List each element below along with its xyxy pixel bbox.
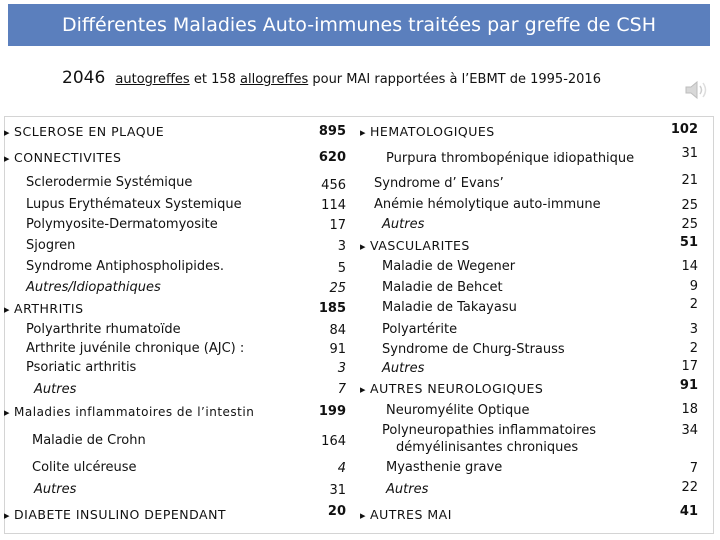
conn-item-value: 5 — [337, 261, 346, 276]
vascu-item-label: Maladie de Behcet — [382, 280, 503, 295]
conn-item-value: 25 — [329, 281, 346, 296]
neuro-item-label: Polyneuropathies inflammatoires — [382, 423, 596, 438]
hemato-item-value: 21 — [681, 173, 698, 188]
vascu-item-value: 2 — [689, 341, 698, 356]
conn-item-value: 114 — [321, 198, 346, 213]
value-diabete: 20 — [327, 504, 346, 519]
arth-item-label: Psoriatic arthritis — [26, 360, 137, 375]
int-item-label: Autres — [34, 482, 77, 497]
subtitle-count: 2046 — [62, 68, 106, 88]
neuro-item-label: Neuromyélite Optique — [386, 403, 530, 418]
vascu-item-label: Autres — [382, 361, 425, 376]
hemato-item-label: Purpura thrombopénique idiopathique — [386, 151, 635, 166]
neuro-item-label: Myasthenie grave — [386, 460, 503, 475]
neuro-item-value: 34 — [681, 423, 698, 438]
conn-item-label: Lupus Erythémateux Systemique — [26, 197, 242, 212]
vascu-item-label: Polyartérite — [382, 322, 458, 337]
header-mai: ▸ AUTRES MAI — [360, 507, 452, 524]
conn-item-label: Sjogren — [26, 238, 76, 253]
hemato-item-value: 31 — [681, 146, 698, 161]
value-vascu: 51 — [679, 235, 698, 250]
subtitle — [62, 68, 601, 88]
value-arthritis: 185 — [318, 301, 346, 316]
value-sclerose: 895 — [318, 124, 346, 139]
header-sclerose: ▸ SCLEROSE EN PLAQUE — [4, 124, 164, 141]
neuro-item-label-line2: démyélinisantes chroniques — [396, 440, 579, 455]
header-vascu: ▸ VASCULARITES — [360, 238, 470, 255]
slide-title — [8, 4, 710, 46]
vascu-item-label: Maladie de Takayasu — [382, 300, 517, 315]
arth-item-label: Autres — [34, 382, 77, 397]
value-neuro: 91 — [679, 378, 698, 393]
subtitle-auto: autogreffes — [115, 72, 190, 87]
int-item-label: Colite ulcéreuse — [32, 460, 137, 475]
slide-title-text: Différentes Maladies Auto-immunes traitées par greffe de CSH — [61, 14, 657, 36]
hemato-item-value: 25 — [681, 198, 698, 213]
conn-item-label: Autres/Idiopathiques — [26, 280, 161, 295]
neuro-item-label: Autres — [386, 482, 429, 497]
conn-item-label: Syndrome Antiphospholipides. — [26, 259, 224, 274]
hemato-item-label: Anémie hémolytique auto-immune — [374, 197, 601, 212]
speaker-icon[interactable] — [684, 78, 710, 102]
conn-item-label: Sclerodermie Systémique — [26, 175, 193, 190]
value-mai: 41 — [679, 504, 698, 519]
conn-item-label: Polymyosite-Dermatomyosite — [26, 217, 218, 232]
vascu-item-value: 9 — [689, 279, 698, 294]
arth-item-value: 3 — [337, 361, 346, 376]
value-hemato: 102 — [670, 122, 698, 137]
subtitle-allo: allogreffes — [240, 72, 309, 87]
subtitle-rest: pour MAI rapportées à l’EBMT de 1995-2016 — [312, 72, 601, 87]
header-arthritis: ▸ ARTHRITIS — [4, 301, 84, 318]
header-hemato: ▸ HEMATOLOGIQUES — [360, 124, 495, 141]
int-item-value: 31 — [329, 483, 346, 498]
neuro-item-value: 22 — [681, 480, 698, 495]
vascu-item-value: 17 — [681, 359, 698, 374]
header-connectivites: ▸ CONNECTIVITES — [4, 150, 121, 167]
value-intestin: 199 — [318, 404, 346, 419]
int-item-value: 4 — [337, 461, 346, 476]
vascu-item-value: 3 — [689, 322, 698, 337]
conn-item-value: 456 — [321, 178, 346, 193]
header-intestin: ▸ Maladies inflammatoires de l’intestin — [4, 404, 254, 421]
hemato-item-label: Syndrome d’ Evans’ — [374, 176, 504, 191]
arth-item-value: 7 — [337, 382, 346, 397]
vascu-item-label: Maladie de Wegener — [382, 259, 516, 274]
neuro-item-value: 7 — [689, 461, 698, 476]
arth-item-value: 84 — [329, 323, 346, 338]
arth-item-value: 91 — [329, 342, 346, 357]
header-neuro: ▸ AUTRES NEUROLOGIQUES — [360, 381, 543, 398]
hemato-item-label: Autres — [382, 217, 425, 232]
arth-item-label: Arthrite juvénile chronique (AJC) : — [26, 341, 245, 356]
arth-item-label: Polyarthrite rhumatoïde — [26, 322, 181, 337]
vascu-item-label: Syndrome de Churg-Strauss — [382, 342, 565, 357]
header-diabete: ▸ DIABETE INSULINO DEPENDANT — [4, 507, 226, 524]
vascu-item-value: 14 — [681, 259, 698, 274]
value-connectivites: 620 — [318, 150, 346, 165]
int-item-label: Maladie de Crohn — [32, 433, 146, 448]
conn-item-value: 3 — [337, 239, 346, 254]
neuro-item-value: 18 — [681, 402, 698, 417]
vascu-item-value: 2 — [689, 297, 698, 312]
int-item-value: 164 — [321, 434, 346, 449]
subtitle-mid: et 158 — [193, 72, 236, 87]
hemato-item-value: 25 — [681, 217, 698, 232]
conn-item-value: 17 — [329, 218, 346, 233]
